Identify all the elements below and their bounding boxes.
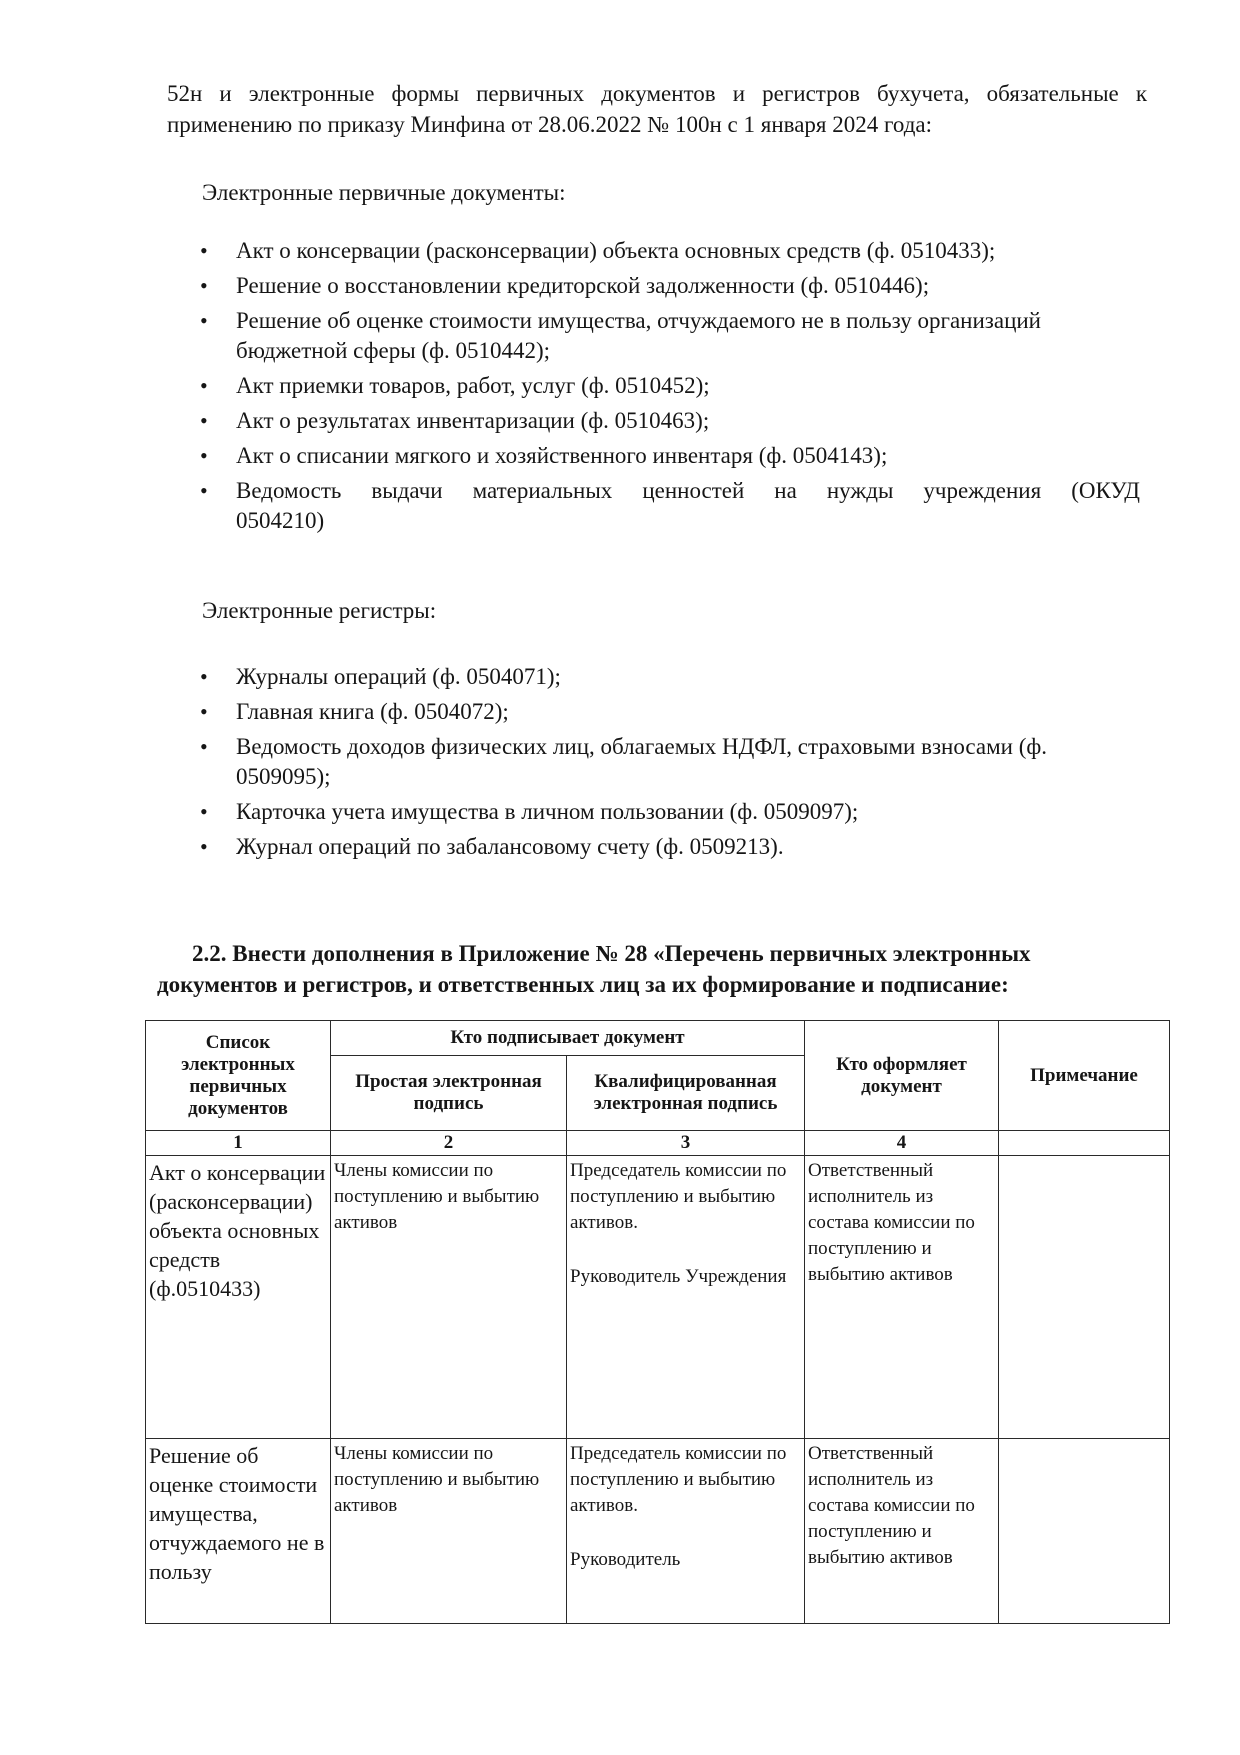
qualified-signature-cell <box>567 1439 805 1624</box>
qualified-signer-1: Председатель комиссии по поступлению и выбытию активов. <box>570 1160 787 1233</box>
prepares-cell: Ответственный исполнитель из состава комиссии по поступлению и выбытию активов <box>805 1439 999 1624</box>
list-item: • Акт о результатах инвентаризации (ф. 0510463); <box>200 406 1140 436</box>
primary-docs-heading: Электронные первичные документы: <box>202 180 566 205</box>
registers-heading: Электронные регистры: <box>202 598 437 623</box>
list-item: • Журнал операций по забалансовому счету (ф. 0509213). <box>200 832 1140 862</box>
column-number: 3 <box>567 1131 805 1156</box>
qualified-signer-1: Председатель комиссии по поступлению и выбытию активов. <box>570 1443 787 1516</box>
registers-list <box>200 662 1140 867</box>
list-item: • Решение об оценке стоимости имущества, отчуждаемого не в пользу организаций бюджетной сферы (ф. 0510442); <box>200 306 1140 366</box>
intro-paragraph: 52н и электронные формы первичных документов и регистров бухучета, обязательные к применению по приказу Минфина от 28.06.2022 № 100н с 1 января 2024 года: <box>167 81 1147 137</box>
qualified-signature-cell <box>567 1156 805 1439</box>
list-item: • Главная книга (ф. 0504072); <box>200 697 1140 727</box>
prepares-cell: Ответственный исполнитель из состава комиссии по поступлению и выбытию активов <box>805 1156 999 1439</box>
list-item: • Акт о списании мягкого и хозяйственного инвентаря (ф. 0504143); <box>200 441 1140 471</box>
header-simple-signature: Простая электронная подпись <box>331 1056 567 1131</box>
table-row <box>146 1439 1170 1624</box>
simple-signature-cell: Члены комиссии по поступлению и выбытию активов <box>331 1439 567 1624</box>
table-row <box>146 1156 1170 1439</box>
list-item: • Ведомость доходов физических лиц, облагаемых НДФЛ, страховыми взносами (ф. 0509095); <box>200 732 1140 792</box>
section-2-2-heading: 2.2. Внести дополнения в Приложение № 28 «Перечень первичных электронных документов и регистров, и ответственных лиц за их формирование и подписание: <box>157 941 1031 997</box>
simple-signature-cell: Члены комиссии по поступлению и выбытию активов <box>331 1156 567 1439</box>
documents-table <box>145 1020 1170 1624</box>
note-cell <box>999 1156 1170 1439</box>
doc-name-cell: Решение об оценке стоимости имущества, отчуждаемого не в пользу <box>146 1439 331 1624</box>
list-item: • Карточка учета имущества в личном пользовании (ф. 0509097); <box>200 797 1140 827</box>
list-item: • Решение о восстановлении кредиторской задолженности (ф. 0510446); <box>200 271 1140 301</box>
header-note: Примечание <box>999 1021 1170 1131</box>
column-number: 2 <box>331 1131 567 1156</box>
qualified-signer-2: Руководитель <box>570 1549 681 1570</box>
column-number: 4 <box>805 1131 999 1156</box>
list-item: • Акт о консервации (расконсервации) объекта основных средств (ф. 0510433); <box>200 236 1140 266</box>
spacer <box>570 1236 801 1264</box>
list-item: • Акт приемки товаров, работ, услуг (ф. 0510452); <box>200 371 1140 401</box>
list-item <box>200 476 1140 536</box>
column-number <box>999 1131 1170 1156</box>
note-cell <box>999 1439 1170 1624</box>
header-who-signs: Кто подписывает документ <box>331 1021 805 1056</box>
list-item-line: • Ведомость выдачи материальных ценностей на нужды учреждения (ОКУД <box>236 478 1140 503</box>
doc-name-cell: Акт о консервации (расконсервации) объекта основных средств (ф.0510433) <box>146 1156 331 1439</box>
header-doc-list: Список электронных первичных документов <box>146 1021 331 1131</box>
qualified-signer-2: Руководитель Учреждения <box>570 1266 787 1287</box>
spacer <box>570 1519 801 1547</box>
column-numbers-row <box>146 1131 1170 1156</box>
column-number: 1 <box>146 1131 331 1156</box>
primary-docs-list <box>200 236 1140 541</box>
list-item-line: 0504210) <box>236 508 325 533</box>
header-who-prepares: Кто оформляет документ <box>805 1021 999 1131</box>
header-qualified-signature: Квалифицированная электронная подпись <box>567 1056 805 1131</box>
list-item: • Журналы операций (ф. 0504071); <box>200 662 1140 692</box>
